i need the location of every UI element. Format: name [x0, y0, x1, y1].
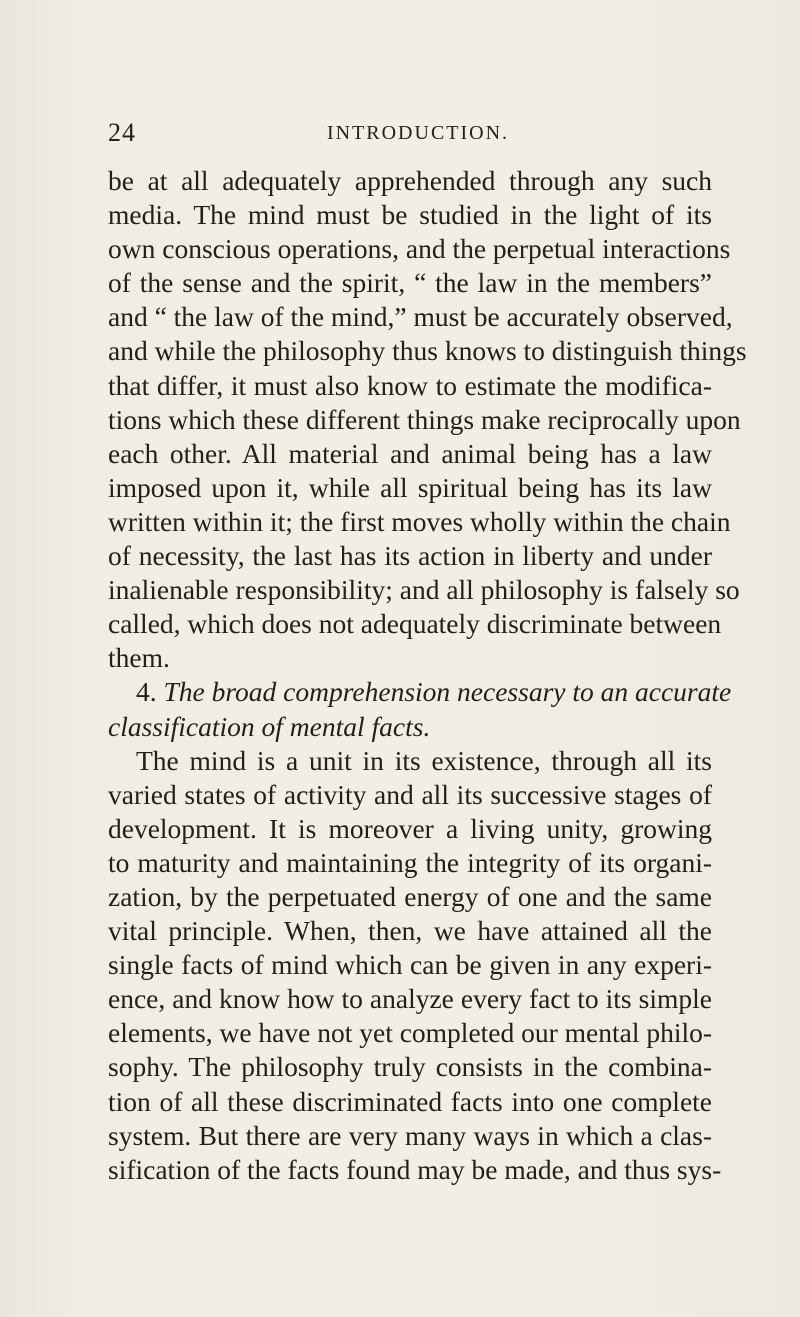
text-line: to maturity and maintaining the integrity of its organi- [108, 846, 712, 878]
text-line: vital principle. When, then, we have attained all the [108, 915, 712, 947]
text-line: ence, and know how to analyze every fact to its simple [108, 983, 712, 1015]
section-heading-line-1 [108, 675, 732, 709]
text-line: be at all adequately apprehended through any such [108, 165, 712, 196]
text-line: and “ the law of the mind,” must be accurately observed, [108, 301, 733, 333]
section-heading [108, 675, 732, 743]
text-line: system. But there are very many ways in which a clas- [108, 1119, 712, 1151]
text-line: own conscious operations, and the perpetual interactions [108, 233, 731, 265]
text-line: media. The mind must be studied in the light of its [108, 199, 712, 231]
page-header [108, 118, 698, 158]
text-line: zation, by the perpetuated energy of one and the same [108, 880, 712, 912]
paragraph-2 [108, 744, 722, 1187]
text-line: imposed upon it, while all spiritual being has its law [108, 471, 712, 503]
text-line: tion of all these discriminated facts into one complete [108, 1085, 712, 1117]
section-heading-text: The broad comprehension necessary to an accurate [163, 676, 732, 708]
text-line: called, which does not adequately discriminate between [108, 608, 722, 640]
text-line: of the sense and the spirit, “ the law in the members” [108, 267, 712, 299]
page-number: 24 [108, 118, 136, 147]
text-line: The mind is a unit in its existence, through all its [136, 744, 712, 776]
text-line: varied states of activity and all its successive stages of [108, 778, 712, 810]
text-line: written within it; the first moves wholly within the chain [108, 505, 731, 537]
text-line: and while the philosophy thus knows to distinguish things [108, 335, 747, 367]
section-number: 4. [136, 676, 157, 708]
section-heading-line-2: classification of mental facts. [108, 710, 431, 742]
text-line: tions which these different things make reciprocally upon [108, 403, 741, 435]
text-line: sophy. The philosophy truly consists in the combina- [108, 1051, 712, 1083]
text-line: sification of the facts found may be made, and thus sys- [108, 1153, 722, 1185]
text-line: them. [108, 642, 170, 674]
text-line: elements, we have not yet completed our mental philo- [108, 1017, 713, 1049]
text-line: that differ, it must also know to estimate the modifica- [108, 369, 712, 401]
text-line: inalienable responsibility; and all philosophy is falsely so [108, 574, 740, 606]
text-line: of necessity, the last has its action in liberty and under [108, 540, 712, 572]
running-head: INTRODUCTION. [326, 122, 510, 144]
text-line: single facts of mind which can be given in any experi- [108, 949, 712, 981]
text-line: each other. All material and animal being has a law [108, 437, 712, 469]
text-line: development. It is moreover a living unity, growing [108, 812, 712, 844]
body-text [108, 164, 747, 1187]
paragraph-1 [108, 164, 747, 675]
